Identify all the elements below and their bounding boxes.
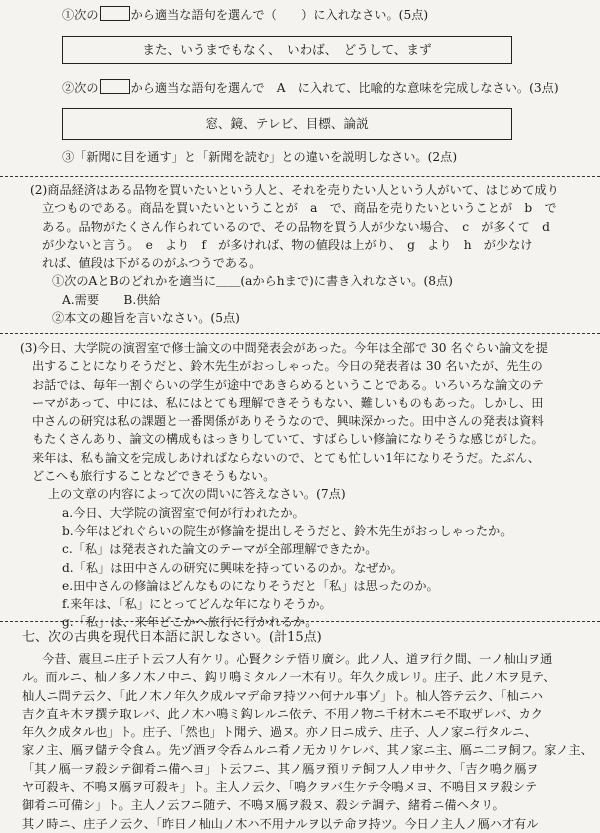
section-divider [0,176,600,177]
q7-line: 吉ク直キ木ヲ撰テ取レバ、此ノ木ハ鳴ミ鈎レルニ依テ、不用ノ物ニ千材木ニモ不取ザレバ、カク [22,706,543,721]
q1-item1-prefix: ①次の [62,8,99,22]
q2-line: 立つものである。商品を買いたいということが a で、商品を売りたいということが b で [42,201,557,216]
q2-line: が少ないと言う。 e より f が多ければ、物の値段は上がり、 g より h が少なけ [42,237,533,252]
q7-line: ル。而ルニ、杣ノ多ノ木ノ中ニ、鈎リ鳴ミタルノ一木有リ。年久ク成レリ。庄子、此ノ木ヲ見テ、 [22,670,556,685]
word-choice-box-2 [62,108,512,140]
q2-options: A.需要 B.供給 [62,292,161,307]
q3-question: d.「私」は田中さんの研究に興味を持っているのか。なぜか。 [62,560,403,575]
q3-question: g.「私」は、来年どこかへ旅行に行かれるか。 [62,615,318,630]
q7-line: 御肴ニ可備シ」ト。主人ノ云フニ随テ、不鳴ヌ鴈ヲ殺ヌ、殺シテ調テ、緒肴ニ備ヘタリ。 [22,798,505,813]
q3-instruction: 上の文章の内容によって次の問いに答えなさい。(7点) [48,487,346,502]
q7-heading: 七、次の古典を現代日本語に訳しなさい。(計15点) [22,630,322,645]
q3-question: e.田中さんの修論はどんなものになりそうだと「私」は思ったのか。 [62,578,439,593]
q3-line: (3)今日、大学院の演習室で修士論文の中間発表会があった。今年は全部で 30 名ぐらい論文を提 [20,341,548,355]
q3-line: 来年は、私も論文を完成しあければならないので、とても忙しい1年になりそうだ。たぶん、 [32,450,540,465]
q1-item2-suffix: から適当な語句を選んで A に入れて、比喩的な意味を完成しなさい。(3点) [130,81,559,95]
q3-line: どこへも旅行することなどできそうもない。 [32,469,276,484]
word-choice-box-2-text: 窓、鏡、テレビ、目標、論説 [205,116,369,131]
blank-box [100,79,130,94]
q2-line: (2)商品経済はある品物を買いたいという人と、それを売りたい人という人がいて、はじめて成り [30,183,559,197]
section-divider [0,333,600,334]
q7-line: 杣人ニ問テ云ク、「此ノ木ノ年久ク成ルマデ命ヲ持ツハ何ナル事ゾ」ト。杣人答テ云ク、「杣ニハ [22,688,544,703]
q7-line: 其ノ時ニ、庄子ノ云ク、「昨日ノ杣山ノ木ハ不用ナルヲ以テ命ヲ持ツ。今日ノ主人ノ鴈ハ才有ル [22,816,539,831]
q3-passage [20,339,592,632]
q7-line: 家ノ主、鴈ヲ儲テ令食ム。先ヅ酒ヲ令呑ムルニ肴ノ无カリケレバ、其ノ家ニ主、鴈ニ二ヲ飼フ。家ノ主、 [22,743,593,758]
q3-question: b.今年はどれぐらいの院生が修論を提出しそうだと、鈴木先生がおっしゃったか。 [62,523,513,538]
q3-line: お話では、毎年一割ぐらいの学生が途中であきらめるということである。いろいろな論文のテ [32,377,544,392]
q7-line: 「其ノ鴈一ヲ殺シテ御肴ニ備ヘヨ」ト云フニ、其ノ鴈ヲ預リテ飼フ人ノ申サク、「吉ク鳴ク鴈ヲ [22,761,539,776]
q2-line: れば、値段は下がるのがふつうである。 [42,256,262,271]
q3-line: 中さんの研究は私の課題と一番関係がありそうなので、興味深かった。田中さんの発表は資料 [32,414,544,429]
q3-question: c.「私」は発表された論文のテーマが全部理解できたか。 [62,542,378,557]
q3-question: f.来年は、「私」にとってどんな年になりそうか。 [62,597,332,612]
q1-item3: ③「新聞に目を通す」と「新聞を読む」との違いを説明しなさい。(2点) [62,150,458,164]
q2-passage [30,181,590,327]
q7-line: ヤ可殺キ、不鳴ヌ鴈ヲ可殺キ」ト。主人ノ云ク、「鳴クヲバ生ケテ令鳴メヨ、不鳴目ヌヲ殺シテ [22,780,538,795]
q7-line: 今昔、震旦ニ庄子ト云フ人有ケリ。心賢クシテ悟リ廣シ。此ノ人、道ヲ行ク間、一ノ杣山ヲ通 [42,652,553,666]
section-divider [0,621,600,622]
q3-line: もたくさんあり、論文の構成もはっきりしていて、すばらしい修論になりそうな感じがした。 [32,432,544,447]
q1-item2-prefix: ②次の [62,81,99,95]
q1-item2 [62,79,559,97]
q2-line: ある。品物がたくさん作られているので、その品物を買う人が少ない場合、 c が多くて d [42,219,550,234]
q1-item1 [62,6,428,24]
word-choice-box-1-text: また、いうまでもなく、 いわば、 どうして、まず [142,42,432,57]
q3-question: a.今日、大学院の演習室で何が行われたか。 [62,505,305,520]
q2-question-1: ①次のAとBのどれかを適当に＿＿(aからhまで)に書き入れなさい。(8点) [52,274,453,289]
q3-line: 出することになりそうだと、鈴木先生がおっしゃった。今日の発表者は 30 名いたが、先生の [32,359,543,374]
blank-box [100,6,130,21]
q2-question-2: ②本文の趣旨を言いなさい。(5点) [52,311,240,326]
q3-line: ーマがあって、中には、私にはとても理解できそうもない、難しいものもあった。しかし、田 [32,395,544,410]
q1-item1-suffix: から適当な語句を選んで（ ）に入れなさい。(5点) [130,8,429,22]
q7-line: 年久ク成タル也」ト。庄子、「然也」ト聞テ、過ヌ。亦ノ日ニ成テ、庄子、人ノ家ニ行タルニ、 [22,725,537,740]
q7-classical-text [22,650,594,833]
word-choice-box-1 [62,36,512,64]
